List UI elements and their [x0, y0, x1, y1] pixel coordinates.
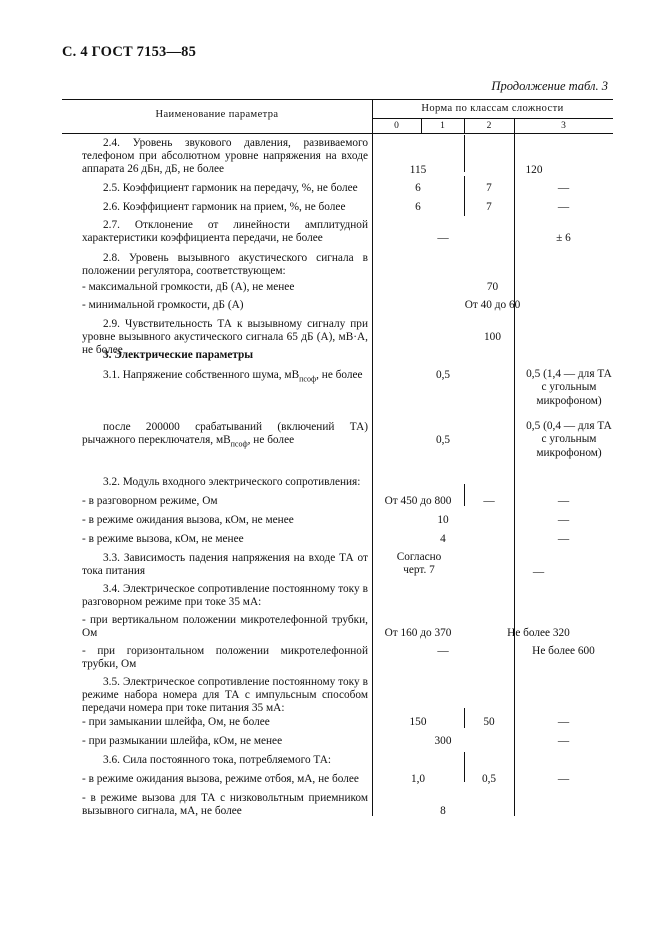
row-3-5-closed-value-class-0-1: 150 — [409, 716, 427, 728]
row-2-6-param: 2.6. Коэффициент гармоник на прием, %, не более — [103, 201, 346, 213]
row-3-4-vertical-value-class-0-1: От 160 до 370 — [384, 627, 452, 639]
row-3-4-horizontal-param: - при горизонтальном положении микротелефонной трубки, Ом — [82, 645, 368, 670]
row-3-4-horizontal-value-class-3: Не более 600 — [532, 645, 595, 657]
row-3-1-unit-subscript: псоф — [299, 374, 317, 384]
row-3-1-after-switch-tail: , не более — [247, 434, 295, 446]
row-3-3-value-class-0-1: Согласно черт. 7 — [396, 551, 442, 577]
row-3-1-after-switch-subscript: псоф — [230, 439, 248, 449]
row-3-5-closed-param: - при замыкании шлейфа, Ом, не более — [82, 716, 270, 728]
row-2-5-param: 2.5. Коэффициент гармоник на передачу, %, не более — [103, 182, 358, 194]
param-column-header: Наименование параметра — [155, 109, 279, 120]
row-3-1-param — [82, 369, 368, 385]
cell-divider — [464, 135, 465, 172]
row-2-8-min-param: - минимальной громкости, дБ (А) — [82, 299, 244, 311]
class-1-header: 1 — [440, 121, 445, 131]
table-top-rule — [62, 99, 613, 100]
row-3-6-standby-param: - в режиме ожидания вызова, режиме отбоя, мА, не более — [82, 773, 359, 785]
row-3-1-param-tail: , не более — [316, 369, 363, 381]
row-3-4-horizontal-value-class-0-2: — — [437, 645, 449, 657]
row-3-4-vertical-param: - при вертикальном положении микротелефонной трубки, Ом — [82, 614, 368, 639]
row-3-2-ringing-param: - в режиме вызова, кОм, не менее — [82, 533, 244, 545]
norm-column-header: Норма по классам сложности — [421, 103, 564, 114]
class-2-header: 2 — [486, 121, 492, 131]
row-3-6-ringing-value: 8 — [440, 805, 446, 817]
row-3-1-after-switch-param — [82, 421, 368, 450]
row-2-8-max-param: - максимальной громкости, дБ (А), не менее — [82, 281, 295, 293]
row-2-6-value-class-2: 7 — [486, 201, 492, 213]
row-3-3-param: 3.3. Зависимость падения напряжения на входе ТА от тока питания — [82, 552, 368, 577]
row-3-6-standby-value-class-2: 0,5 — [481, 773, 497, 785]
row-2-5-value-class-0-1: 6 — [415, 182, 421, 194]
row-3-5-open-value-class-3: — — [557, 735, 570, 747]
class-0-header: 0 — [394, 121, 399, 131]
row-3-3-value-class-2-3: — — [532, 566, 545, 578]
row-2-9-param: 2.9. Чувствительность ТА к вызывному сигналу при уровне вызывного акустического сигнала 65 дБ (А), мВ·А, не более — [82, 318, 368, 356]
row-3-5-closed-value-class-3: — — [557, 716, 570, 728]
row-3-5-closed-value-class-2: 50 — [483, 716, 495, 728]
row-2-7-value-class-0-2: — — [437, 232, 449, 244]
row-3-2-standby-param: - в режиме ожидания вызова, кОм, не менее — [82, 514, 294, 526]
row-2-5-value-class-2: 7 — [486, 182, 492, 194]
row-3-4-vertical-value-class-2-3: Не более 320 — [507, 627, 570, 639]
row-2-4-param: 2.4. Уровень звукового давления, развиваемого телефоном при абсолютном уровне напряжения на входе аппарата 26 дБн, дБ, не более — [82, 137, 368, 175]
row-2-7-param: 2.7. Отклонение от линейности амплитудной характеристики коэффициента передачи, не более — [82, 219, 368, 244]
row-2-6-value-class-0-1: 6 — [415, 201, 421, 213]
row-3-2-standby-value-class-0-2: 10 — [437, 514, 449, 526]
class-2-3-divider — [514, 118, 515, 816]
row-3-6-param: 3.6. Сила постоянного тока, потребляемого ТА: — [103, 754, 332, 766]
row-2-8-param: 2.8. Уровень вызывного акустического сигнала в положении регулятора, соответствующем: — [82, 252, 368, 277]
section-3-heading: 3. Электрические параметры — [103, 349, 254, 361]
row-3-5-open-param: - при размыкании шлейфа, кОм, не менее — [82, 735, 283, 747]
row-3-1-after-switch-value-class-3: 0,5 (0,4 — для ТА с угольным микрофоном) — [526, 420, 612, 459]
row-3-2-standby-value-class-3: — — [557, 514, 570, 526]
row-2-6-value-class-3: — — [557, 201, 570, 213]
row-3-1-param-text: 3.1. Напряжение собственного шума, мВ — [103, 369, 300, 381]
row-3-1-after-switch-value-class-0-2: 0,5 — [435, 434, 451, 446]
row-3-2-ringing-value-class-0-2: 4 — [440, 533, 446, 545]
row-3-1-after-switch-text: после 200000 срабатываний (включений ТА) рычажного переключателя, мВ — [82, 421, 368, 446]
row-3-2-talk-value-class-3: — — [557, 495, 570, 507]
row-2-8-min-value: От 40 до 60 — [464, 299, 521, 311]
row-3-2-talk-param: - в разговорном режиме, Ом — [82, 495, 218, 507]
row-2-7-value-class-3: ± 6 — [556, 232, 571, 244]
row-2-4-value-class-2-3: 120 — [525, 164, 543, 176]
page-header: С. 4 ГОСТ 7153—85 — [62, 44, 197, 60]
row-2-9-value: 100 — [484, 331, 501, 343]
row-3-6-ringing-param: - в режиме вызова для ТА с низковольтным приемником вызывного сигнала, мА, не более — [82, 792, 368, 817]
class-3-header: 3 — [561, 121, 566, 131]
row-2-8-max-value: 70 — [486, 281, 499, 293]
table-header-bottom-rule — [62, 133, 613, 134]
row-3-5-param: 3.5. Электрическое сопротивление постоянному току в режиме набора номера для ТА с импульсным способом передачи номера при токе питания 35 мА: — [82, 676, 368, 714]
row-3-4-param: 3.4. Электрическое сопротивление постоянному току в разговорном режиме при токе 35 мА: — [82, 583, 368, 608]
table-continuation-note: Продолжение табл. 3 — [491, 79, 608, 93]
row-3-2-param: 3.2. Модуль входного электрического сопротивления: — [103, 476, 361, 488]
row-3-6-standby-value-class-3: — — [557, 773, 570, 785]
row-2-4-value-class-0-1: 115 — [409, 164, 427, 176]
row-3-6-standby-value-class-0-1: 1,0 — [410, 773, 426, 785]
row-3-2-talk-value-class-2: — — [483, 495, 495, 507]
row-3-1-value-class-0-2: 0,5 — [435, 369, 451, 381]
row-3-2-ringing-value-class-3: — — [557, 533, 570, 545]
row-3-2-talk-value-class-0-1: От 450 до 800 — [384, 495, 452, 507]
class-header-rule — [372, 118, 613, 119]
row-2-5-value-class-3: — — [557, 182, 570, 194]
row-3-1-value-class-3: 0,5 (1,4 — для ТА с угольным микрофоном) — [526, 368, 612, 407]
row-3-5-open-value-class-0-2: 300 — [434, 735, 452, 747]
